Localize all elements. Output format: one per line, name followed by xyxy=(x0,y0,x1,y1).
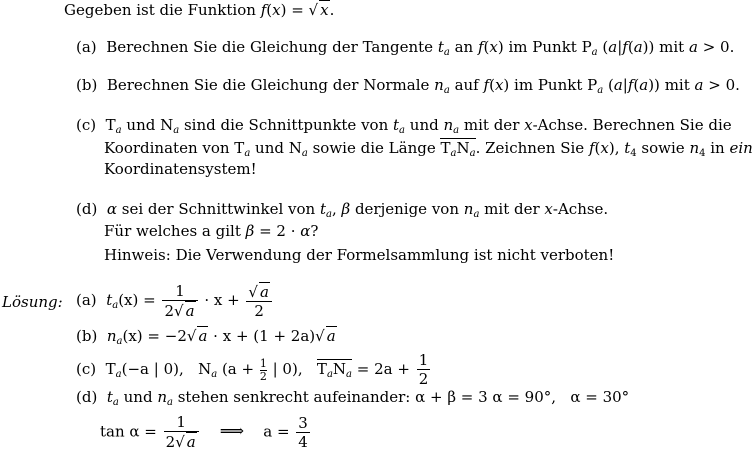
task-text: mit der xyxy=(479,200,545,218)
task-text: -Achse. xyxy=(552,200,609,218)
task-text: und N xyxy=(250,139,302,157)
numerator: √ a xyxy=(248,283,269,301)
task-text: . Zeichnen Sie xyxy=(475,139,589,157)
task-d-line1: (d) α sei der Schnittwinkel von $t_a$, β derjenige von $n_a$ mit der x-Achse. xyxy=(76,200,609,220)
task-text: ? xyxy=(310,222,319,240)
task-text: Koordinaten von T xyxy=(104,139,245,157)
task-a: (a) Berechnen Sie die Gleichung der Tangente $t_a$ an f(x) im Punkt $P_a$ (a|f(a)) mit a > 0. xyxy=(76,38,735,58)
solution-text: (x) = −2 xyxy=(122,327,187,345)
segment-tn: $T_aN_a$ xyxy=(316,360,352,381)
solution-text: α + β = 3 α = 90°, xyxy=(415,388,557,406)
task-text: auf xyxy=(449,76,484,94)
solution-text: | 0), xyxy=(267,360,303,379)
fraction xyxy=(162,283,197,320)
task-text: sowie xyxy=(636,139,690,157)
solution-text: stehen senkrecht aufeinander: xyxy=(172,388,416,406)
func-name: f xyxy=(260,1,267,19)
intro-text: Gegeben ist die Funktion xyxy=(64,1,261,19)
period: . xyxy=(329,1,335,19)
var-x: x xyxy=(272,1,281,19)
solution-d-line2 xyxy=(100,414,312,451)
task-text: > 0. xyxy=(697,38,735,56)
solution-text: N xyxy=(198,360,212,379)
task-label: (c) xyxy=(76,116,97,134)
task-c-line3 xyxy=(104,160,257,178)
solution-text: = 2a + xyxy=(352,360,415,379)
solution-text: (a + xyxy=(221,360,259,379)
solution-label: (d) xyxy=(76,388,98,406)
task-text: , xyxy=(614,139,625,157)
numerator: 1 xyxy=(259,357,267,371)
numerator: 1 xyxy=(176,413,186,431)
fraction xyxy=(417,352,431,388)
fraction xyxy=(260,358,267,382)
denominator: 2 xyxy=(418,370,429,389)
paren: ( xyxy=(266,1,273,19)
task-d-line2: Für welches a gilt β = 2 · α? xyxy=(104,222,319,240)
task-text: , xyxy=(331,200,342,218)
task-text: derjenige von xyxy=(350,200,464,218)
fraction xyxy=(164,414,199,451)
numerator: 1 xyxy=(175,281,185,300)
task-text: sind die Schnittpunkte von xyxy=(179,116,394,134)
task-text: im Punkt P xyxy=(503,38,592,56)
task-text-emph: ein xyxy=(729,139,753,157)
task-text: und xyxy=(405,116,444,134)
segment-tn: $T_aN_a$ xyxy=(440,139,476,159)
solution-text: tan α = xyxy=(100,422,162,441)
solution-d: (d) $t_a$ und $n_a$ stehen senkrecht aufeinander: α + β = 3 α = 90°, α = 30° xyxy=(76,388,630,408)
task-text: = 2 · xyxy=(254,222,301,240)
task-text: und N xyxy=(121,116,174,134)
implies-arrow: ⟹ xyxy=(219,421,245,442)
task-text: in xyxy=(705,139,730,157)
task-text: sowie die Länge xyxy=(307,139,441,157)
denominator: 2 xyxy=(259,369,267,383)
task-label: (b) xyxy=(76,76,98,94)
task-text: mit xyxy=(659,76,695,94)
task-label: (d) xyxy=(76,200,98,218)
solution-text: (−a | 0), xyxy=(121,360,184,379)
task-text: > 0. xyxy=(703,76,740,94)
task-text: Für welches a gilt xyxy=(104,222,246,240)
task-text: mit xyxy=(654,38,689,56)
task-text: an xyxy=(449,38,478,56)
solution-text: · x + (1 + 2a) xyxy=(208,327,316,345)
equals: ) = xyxy=(280,1,309,19)
task-text: Berechnen Sie die Gleichung der Normale xyxy=(106,76,435,94)
task-c-line1: (c) $T_a$ und $N_a$ sind die Schnittpunkte von $t_a$ und $n_a$ mit der x-Achse. Berechnen Sie die xyxy=(76,116,732,136)
den-value: 2 xyxy=(165,433,176,451)
solution-heading: Lösung: xyxy=(2,293,63,311)
denominator: 4 xyxy=(298,432,308,451)
task-c-line2: Koordinaten von $T_a$ und $N_a$ sowie die Länge $T_aN_a$. Zeichnen Sie f(x), $t_4$ sowie $n_4$ in ein xyxy=(104,139,753,159)
solution-text: a = xyxy=(263,422,295,441)
task-d-line3 xyxy=(104,246,614,264)
solution-label: (a) xyxy=(76,291,97,310)
task-b: (b) Berechnen Sie die Gleichung der Normale $n_a$ auf f(x) im Punkt $P_a$ (a|f(a)) mit a > 0. xyxy=(76,76,740,96)
solution-a: (a) $t_a(x)$ = $\frac{1}{2√ a}$ · x + $\frac{√ a}{2}$ xyxy=(76,282,274,320)
task-text: Koordinatensystem! xyxy=(104,160,257,178)
task-text: Berechnen Sie die Gleichung der Tangente xyxy=(106,38,438,56)
denominator: 2 xyxy=(246,301,272,320)
denominator: 2√ a xyxy=(164,431,199,451)
sqrt-arg: x xyxy=(320,1,329,19)
numerator: 1 xyxy=(418,351,429,369)
task-text: im Punkt P xyxy=(509,76,598,94)
solution-text: α = 30° xyxy=(570,388,630,406)
solution-b: (b) $n_a(x) = -2√$ a · x + (1 + 2a)√ a xyxy=(76,327,336,347)
solution-label: (b) xyxy=(76,327,98,345)
task-text: -Achse. Berechnen Sie die xyxy=(532,116,732,134)
solution-c: (c) $T_a(-a$ | 0), $N_a$ (a + $\frac{1}{2}$ | 0), $T_aN_a = 2a$ + $\frac{1}{2}$ xyxy=(76,351,429,389)
task-text: sei der Schnittwinkel von xyxy=(117,200,320,218)
solution-label: (c) xyxy=(76,360,97,379)
solution-text: (x) = xyxy=(118,291,161,310)
task-text: Hinweis: Die Verwendung der Formelsammlung ist nicht verboten! xyxy=(104,246,615,264)
task-label: (a) xyxy=(76,38,97,56)
task-text: mit der xyxy=(459,116,525,134)
intro-line: Gegeben ist die Funktion f(x) = √ x. xyxy=(64,1,335,19)
den-value: 2 xyxy=(164,301,175,320)
task-text: T xyxy=(105,116,116,134)
solution-text: · x + xyxy=(199,291,245,310)
fraction xyxy=(296,415,310,451)
fraction xyxy=(246,282,272,320)
numerator: 3 xyxy=(298,413,308,432)
denominator: 2√ a xyxy=(162,300,197,320)
solution-text: und xyxy=(118,388,158,406)
